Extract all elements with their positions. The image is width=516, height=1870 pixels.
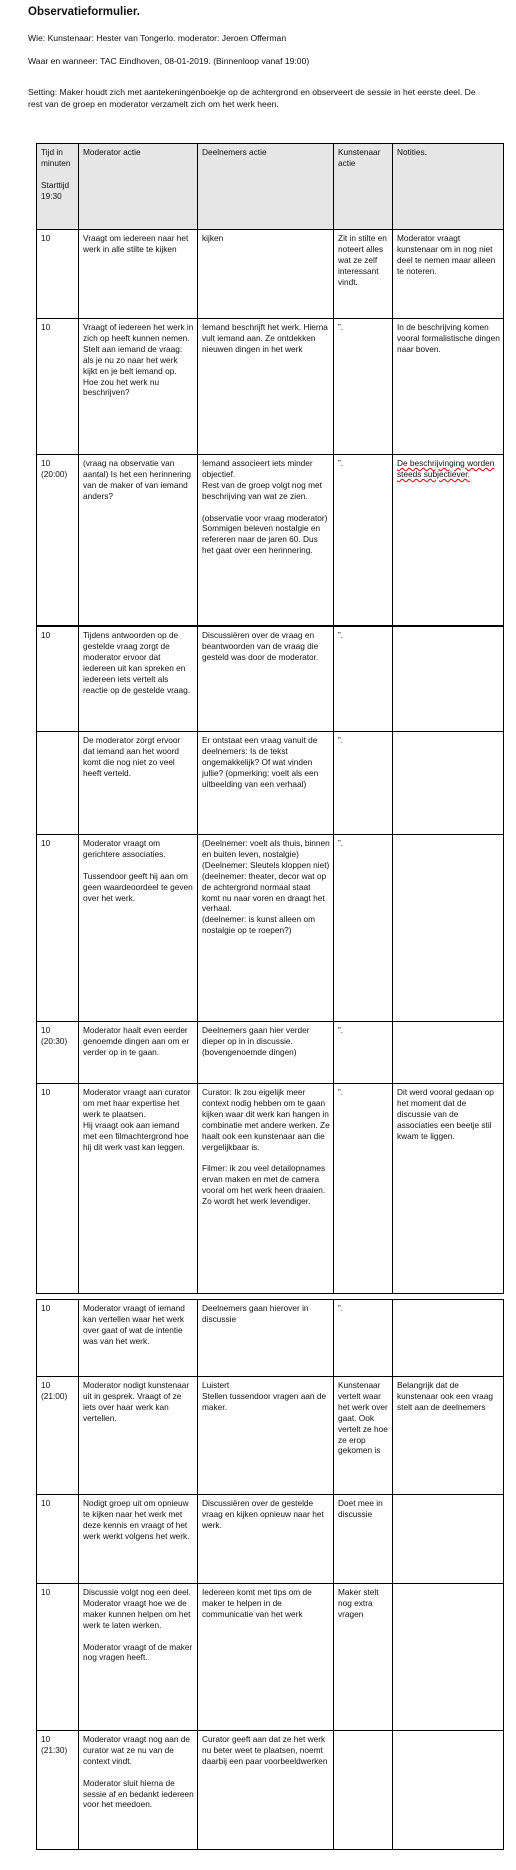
cell-notes [393,732,504,835]
cell-artist: Maker stelt nog extra vragen [334,1584,393,1731]
table-row [37,1084,504,1294]
cell-moderator: Moderator vraagt nog aan de curator wat ze nu van de context vindt. Moderator sluit hierna de sessie af en bedankt iedereen voor het meedoen. [79,1731,198,1850]
cell-notes [393,1495,504,1584]
cell-participants: Curator: Ik zou eigelijk meer context nodig hebben om te gaan kijken waar dit werk kan hangen in combinatie met andere werken. Ze haalt ook een kunstenaar aan die vergelijkbaar is. Filmer: ik zou veel detailopnames ervan maken en met de camera vooral om het werk heen draaien. Zo wordt het werk levendiger. [198,1084,334,1294]
cell-participants: kijken [198,230,334,319]
cell-artist: ”. [334,1084,393,1294]
observation-table-2 [36,626,504,1294]
cell-participants: Er ontstaat een vraag vanuit de deelnemers: Is de tekst ongemakkelijk? Of wat vinden jullie? (opmerking: voelt als een uitbeelding van een verhaal) [198,732,334,835]
cell-notes [393,1300,504,1377]
where-line: Waar en wanneer: TAC Eindhoven, 08-01-2019. (Binnenloop vanaf 19:00) [28,56,310,66]
cell-participants: Deelnemers gaan hier verder dieper op in in discussie. (bovengenoemde dingen) [198,1022,334,1084]
cell-notes [393,1022,504,1084]
cell-time: 10 [37,1300,79,1377]
table-row [37,319,504,455]
cell-moderator: (vraag na observatie van aantal) Is het een herinnering van de maker of van iemand anders? [79,455,198,626]
table-row [37,627,504,732]
cell-participants: Curator geeft aan dat ze het werk nu beter weet te plaatsen, noemt daarbij een paar voorbeeldwerken [198,1731,334,1850]
cell-artist: Doet mee in discussie [334,1495,393,1584]
cell-notes: Dit werd vooral gedaan op het moment dat de discussie van de associaties een beetje stil kwam te liggen. [393,1084,504,1294]
cell-participants: Iedereen komt met tips om de maker te helpen in de communicatie van het werk [198,1584,334,1731]
cell-notes [393,627,504,732]
cell-notes: De beschrijvinging worden steeds subjectiever. [393,455,504,626]
cell-artist: ”. [334,1300,393,1377]
cell-moderator: Discussie volgt nog een deel. Moderator vraagt hoe we de maker kunnen helpen om het werk te laten werken. Moderator vraagt of de maker nog vragen heeft. [79,1584,198,1731]
cell-moderator: Moderator vraagt aan curator om met haar expertise het werk te plaatsen. Hij vraagt ook aan iemand met een filmachtergrond hoe hij dit werk vast kan leggen. [79,1084,198,1294]
observation-table-3 [36,1299,504,1850]
cell-time: 10 (20:00) [37,455,79,626]
cell-participants: (Deelnemer: voelt als thuis, binnen en buiten leven, nostalgie) (Deelnemer: Sleutels kloppen niet) (deelnemer: theater, decor wat op de achtergrond normaal staat komt nu naar voren en draagt het verhaal. (deelnemer: is kunst alleen om nostalgie op te roepen?) [198,835,334,1022]
table-header-row [37,144,504,230]
cell-artist: ”. [334,1022,393,1084]
cell-participants: Iemand associeert iets minder objectief. Rest van de groep volgt nog met beschrijving van wat ze zien. (observatie voor vraag moderator) Sommigen beleven nostalgie en refereren naar de jaren 60. Dus het gaat over een herinnering. [198,455,334,626]
table-row [37,835,504,1022]
cell-time: 10 (21:00) [37,1377,79,1495]
header-participants: Deelnemers actie [198,144,334,230]
table-row [37,1495,504,1584]
table-row [37,1584,504,1731]
document-title: Observatieformulier. [28,6,140,18]
header-notes: Notities. [393,144,504,230]
cell-moderator: Tijdens antwoorden op de gestelde vraag zorgt de moderator ervoor dat iedereen uit kan spreken en iedereen iets vertelt als reactie op de gestelde vraag. [79,627,198,732]
cell-artist: Kunstenaar vertelt waar het werk over gaat. Ook vertelt ze hoe ze erop gekomen is [334,1377,393,1495]
cell-time: 10 (21:30) [37,1731,79,1850]
cell-artist: ”. [334,732,393,835]
cell-moderator: De moderator zorgt ervoor dat iemand aan het woord komt die nog niet zo veel heeft verteld. [79,732,198,835]
cell-moderator: Vraagt of iedereen het werk in zich op heeft kunnen nemen. Stelt aan iemand de vraag: als je nu zo naar het werk kijkt en je belt iemand op. Hoe zou het werk nu beschrijven? [79,319,198,455]
cell-artist: ”. [334,319,393,455]
cell-notes: Moderator vraagt kunstenaar om in nog niet deel te nemen maar alleen te noteren. [393,230,504,319]
observation-table-1 [36,143,504,626]
cell-time: 10 (20:30) [37,1022,79,1084]
table-row [37,1731,504,1850]
cell-artist [334,1731,393,1850]
table-row [37,1300,504,1377]
cell-time: 10 [37,627,79,732]
cell-time: 10 [37,1584,79,1731]
cell-notes [393,835,504,1022]
cell-time: 10 [37,319,79,455]
table-row [37,1022,504,1084]
cell-moderator: Moderator vraagt om gerichtere associaties. Tussendoor geeft hij aan om geen waardeoordeel te geven over het werk. [79,835,198,1022]
cell-moderator: Vraagt om iedereen naar het werk in alle stilte te kijken [79,230,198,319]
who-line: Wie: Kunstenaar: Hester van Tongerlo. moderator: Jeroen Offerman [28,33,287,43]
cell-time: 10 [37,1084,79,1294]
cell-participants: Discussiëren over de vraag en beantwoorden van de vraag die gesteld was door de moderator. [198,627,334,732]
cell-artist: Zit in stilte en noteert alles wat ze zelf interessant vindt. [334,230,393,319]
cell-participants: Discussiëren over de gestelde vraag en kijken opnieuw naar het werk. [198,1495,334,1584]
cell-artist: ”. [334,627,393,732]
cell-artist: ”. [334,835,393,1022]
cell-time [37,732,79,835]
cell-time: 10 [37,230,79,319]
cell-moderator: Moderator nodigt kunstenaar uit in gesprek. Vraagt of ze iets over haar werk kan vertellen. [79,1377,198,1495]
header-time: Tijd in minuten Starttijd 19:30 [37,144,79,230]
header-moderator: Moderator actie [79,144,198,230]
cell-notes [393,1584,504,1731]
cell-notes: Belangrijk dat de kunstenaar ook een vraag stelt aan de deelnemers [393,1377,504,1495]
cell-time: 10 [37,1495,79,1584]
table-row [37,455,504,626]
table-row [37,230,504,319]
cell-artist: ”. [334,455,393,626]
cell-moderator: Nodigt groep uit om opnieuw te kijken naar het werk met deze kennis en vraagt of het werk werkt volgens het werk. [79,1495,198,1584]
table-row [37,1377,504,1495]
cell-time: 10 [37,835,79,1022]
setting-paragraph: Setting: Maker houdt zich met aantekeningenboekje op de achtergrond en observeert de sessie in het eerste deel. De rest van de groep en moderator verzamelt zich om het werk heen. [28,87,476,109]
cell-moderator: Moderator haalt even eerder genoemde dingen aan om er verder op in te gaan. [79,1022,198,1084]
cell-notes: In de beschrijving komen vooral formalistische dingen naar boven. [393,319,504,455]
cell-participants: Iemand beschrijft het werk. Hierna vult iemand aan. Ze ontdekken nieuwen dingen in het werk [198,319,334,455]
table-row [37,732,504,835]
cell-participants: Luistert Stellen tussendoor vragen aan de maker. [198,1377,334,1495]
cell-notes [393,1731,504,1850]
cell-participants: Deelnemers gaan hierover in discussie [198,1300,334,1377]
header-artist: Kunstenaar actie [334,144,393,230]
cell-moderator: Moderator vraagt of iemand kan vertellen waar het werk over gaat of wat de intentie was van het werk. [79,1300,198,1377]
